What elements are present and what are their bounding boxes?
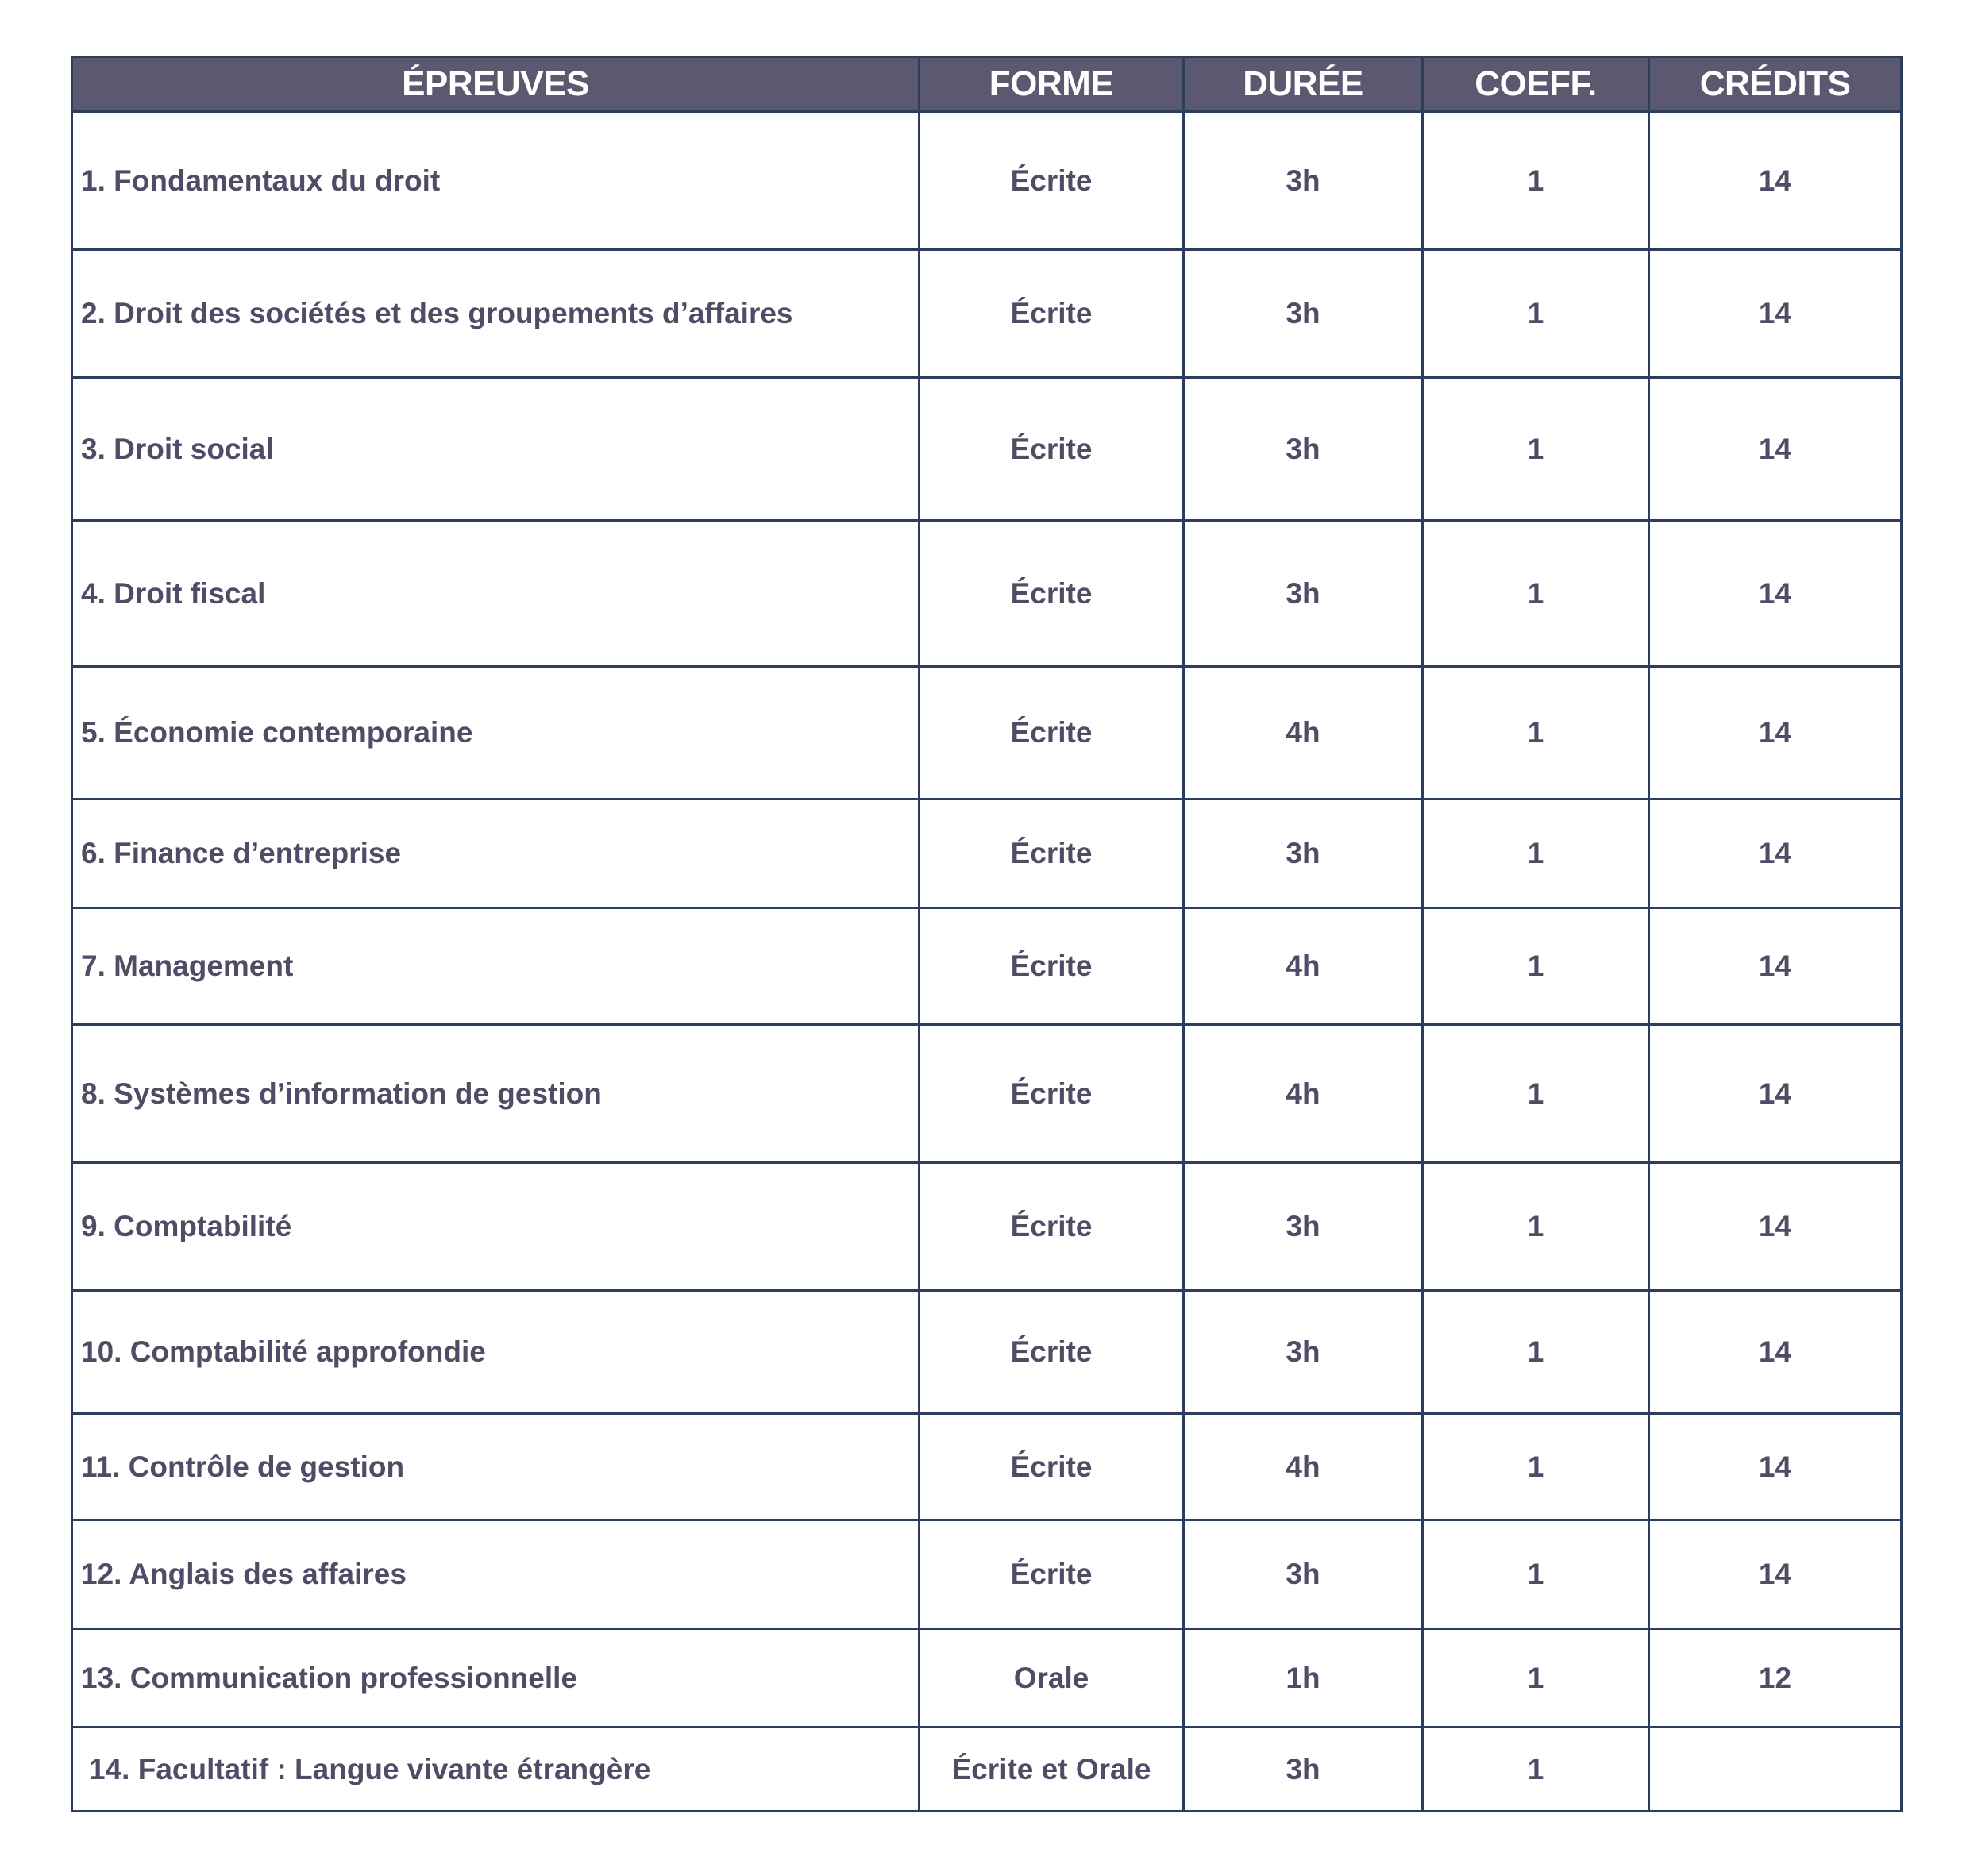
forme-cell: Écrite: [919, 521, 1184, 667]
forme-cell: Écrite: [919, 1025, 1184, 1163]
coeff-cell: 1: [1423, 908, 1649, 1025]
forme-cell: Écrite: [919, 1291, 1184, 1414]
credits-cell: 14: [1649, 112, 1902, 250]
duree-cell: 4h: [1184, 1025, 1423, 1163]
duree-cell: 4h: [1184, 1414, 1423, 1520]
epreuve-cell: 3. Droit social: [72, 378, 919, 521]
duree-cell: 1h: [1184, 1629, 1423, 1728]
duree-cell: 3h: [1184, 1291, 1423, 1414]
duree-cell: 3h: [1184, 250, 1423, 378]
coeff-cell: 1: [1423, 1414, 1649, 1520]
table-row: [72, 799, 1902, 908]
coeff-cell: 1: [1423, 521, 1649, 667]
credits-cell: 14: [1649, 521, 1902, 667]
epreuve-cell: 4. Droit fiscal: [72, 521, 919, 667]
duree-cell: 3h: [1184, 1520, 1423, 1629]
coeff-cell: 1: [1423, 1629, 1649, 1728]
table-row: [72, 1291, 1902, 1414]
credits-cell: 14: [1649, 378, 1902, 521]
table-row: [72, 1025, 1902, 1163]
coeff-cell: 1: [1423, 667, 1649, 799]
epreuve-cell: 7. Management: [72, 908, 919, 1025]
table-row: [72, 1163, 1902, 1291]
table-row: [72, 1520, 1902, 1629]
forme-cell: Écrite et Orale: [919, 1728, 1184, 1812]
credits-cell: 14: [1649, 1163, 1902, 1291]
forme-cell: Écrite: [919, 1520, 1184, 1629]
epreuve-cell: 12. Anglais des affaires: [72, 1520, 919, 1629]
duree-cell: 3h: [1184, 1728, 1423, 1812]
coeff-cell: 1: [1423, 378, 1649, 521]
duree-cell: 3h: [1184, 521, 1423, 667]
table-row: [72, 1629, 1902, 1728]
forme-cell: Écrite: [919, 250, 1184, 378]
epreuve-cell: 11. Contrôle de gestion: [72, 1414, 919, 1520]
duree-cell: 4h: [1184, 667, 1423, 799]
forme-cell: Écrite: [919, 667, 1184, 799]
credits-cell: 14: [1649, 1025, 1902, 1163]
header-credits: CRÉDITS: [1649, 57, 1902, 112]
credits-cell: [1649, 1728, 1902, 1812]
duree-cell: 4h: [1184, 908, 1423, 1025]
forme-cell: Écrite: [919, 799, 1184, 908]
epreuve-cell: 9. Comptabilité: [72, 1163, 919, 1291]
duree-cell: 3h: [1184, 112, 1423, 250]
credits-cell: 14: [1649, 799, 1902, 908]
forme-cell: Écrite: [919, 908, 1184, 1025]
exam-table: [71, 56, 1903, 1812]
epreuve-cell: 6. Finance d’entreprise: [72, 799, 919, 908]
forme-cell: Écrite: [919, 112, 1184, 250]
coeff-cell: 1: [1423, 112, 1649, 250]
header-epreuves: ÉPREUVES: [72, 57, 919, 112]
epreuve-cell: 5. Économie contemporaine: [72, 667, 919, 799]
table-row: [72, 1728, 1902, 1812]
credits-cell: 14: [1649, 250, 1902, 378]
epreuve-cell: 10. Comptabilité approfondie: [72, 1291, 919, 1414]
epreuve-cell: 1. Fondamentaux du droit: [72, 112, 919, 250]
forme-cell: Écrite: [919, 378, 1184, 521]
coeff-cell: 1: [1423, 1291, 1649, 1414]
table-body: [72, 112, 1902, 1812]
credits-cell: 14: [1649, 908, 1902, 1025]
header-coeff: COEFF.: [1423, 57, 1649, 112]
header-row: [72, 57, 1902, 112]
duree-cell: 3h: [1184, 1163, 1423, 1291]
table-row: [72, 1414, 1902, 1520]
table-row: [72, 250, 1902, 378]
epreuve-cell: 14. Facultatif : Langue vivante étrangère: [72, 1728, 919, 1812]
header-duree: DURÉE: [1184, 57, 1423, 112]
credits-cell: 14: [1649, 1414, 1902, 1520]
table-row: [72, 112, 1902, 250]
coeff-cell: 1: [1423, 250, 1649, 378]
epreuve-cell: 2. Droit des sociétés et des groupements d’affaires: [72, 250, 919, 378]
coeff-cell: 1: [1423, 1025, 1649, 1163]
forme-cell: Orale: [919, 1629, 1184, 1728]
credits-cell: 14: [1649, 1291, 1902, 1414]
credits-cell: 12: [1649, 1629, 1902, 1728]
coeff-cell: 1: [1423, 1728, 1649, 1812]
epreuve-cell: 13. Communication professionnelle: [72, 1629, 919, 1728]
epreuve-cell: 8. Systèmes d’information de gestion: [72, 1025, 919, 1163]
forme-cell: Écrite: [919, 1163, 1184, 1291]
coeff-cell: 1: [1423, 799, 1649, 908]
table-row: [72, 521, 1902, 667]
table-row: [72, 908, 1902, 1025]
duree-cell: 3h: [1184, 799, 1423, 908]
coeff-cell: 1: [1423, 1520, 1649, 1629]
credits-cell: 14: [1649, 1520, 1902, 1629]
table-header: [72, 57, 1902, 112]
forme-cell: Écrite: [919, 1414, 1184, 1520]
table-row: [72, 667, 1902, 799]
coeff-cell: 1: [1423, 1163, 1649, 1291]
duree-cell: 3h: [1184, 378, 1423, 521]
table-row: [72, 378, 1902, 521]
credits-cell: 14: [1649, 667, 1902, 799]
header-forme: FORME: [919, 57, 1184, 112]
